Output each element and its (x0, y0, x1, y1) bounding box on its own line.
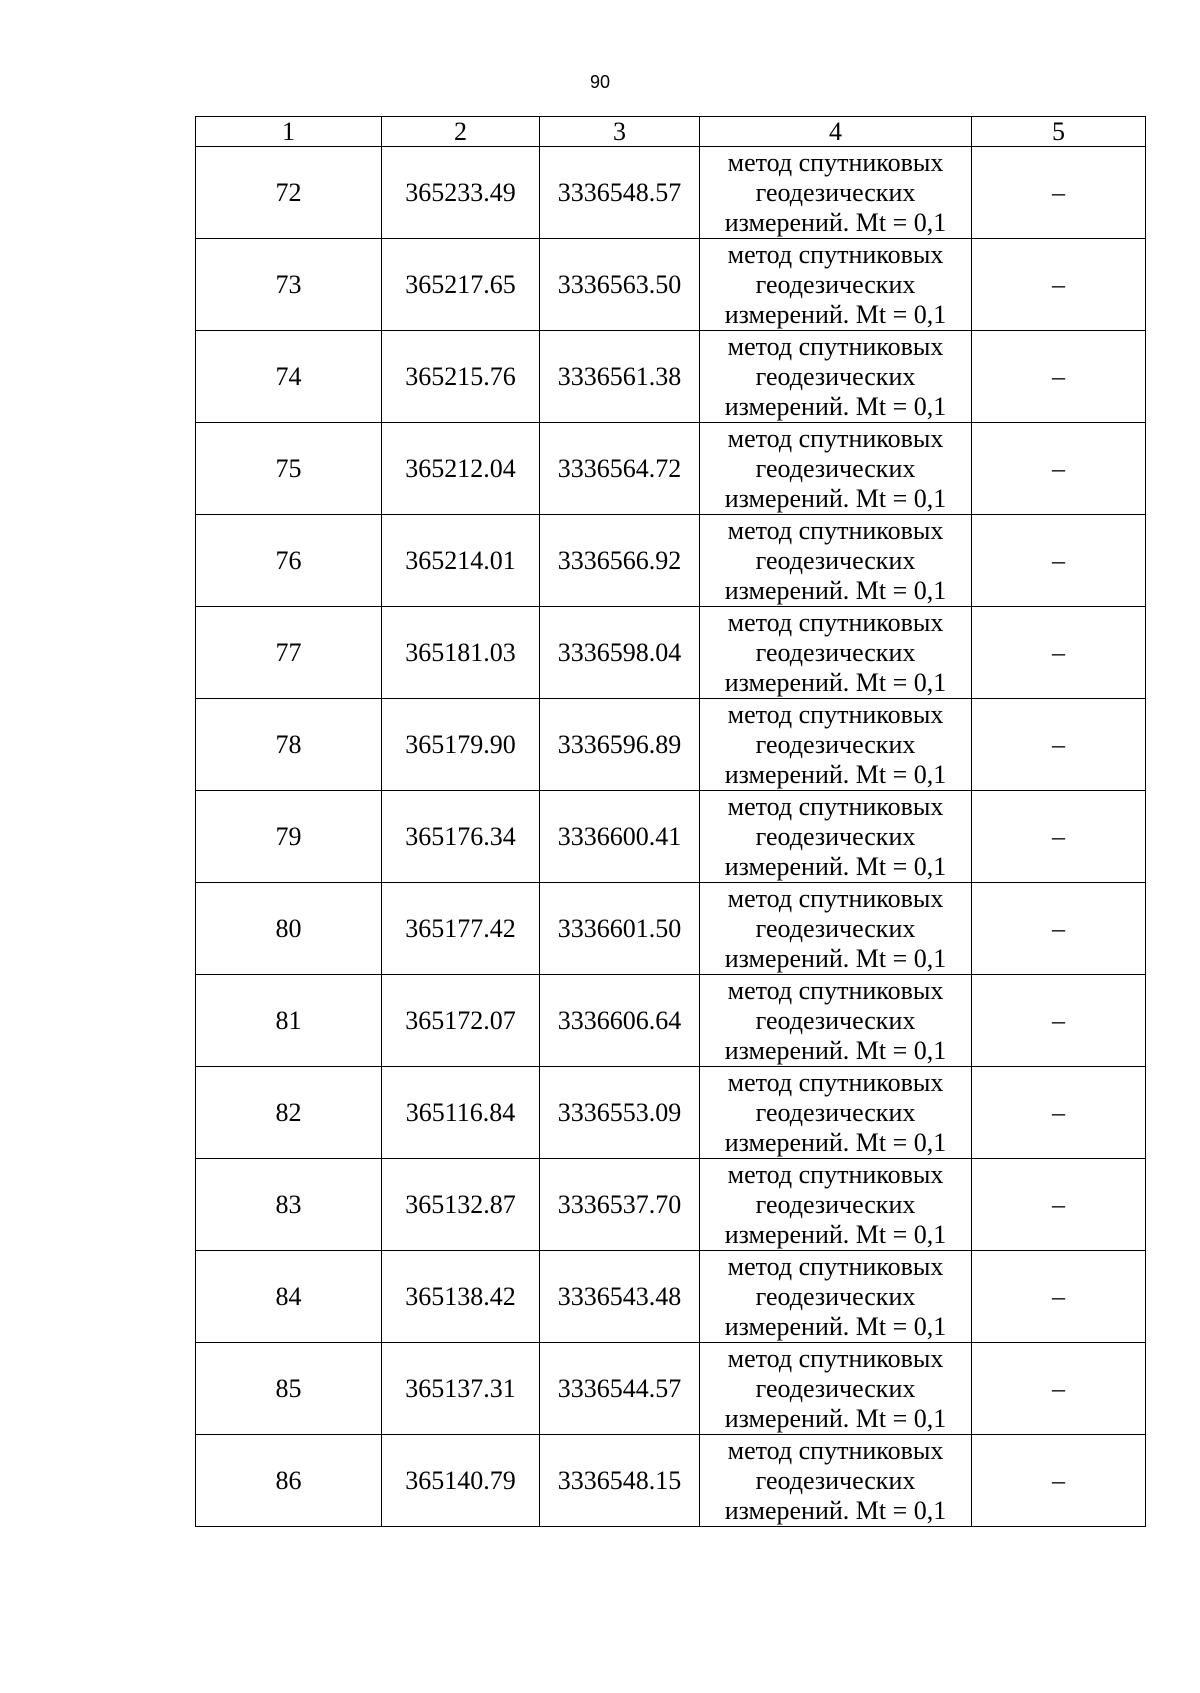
coordinates-table (195, 116, 1146, 1527)
method-line: метод спутниковых (727, 239, 944, 269)
method-cell (700, 239, 972, 331)
method-line: измерений. Mt = 0,1 (724, 1035, 947, 1065)
method-line: метод спутниковых (727, 147, 944, 177)
y-coordinate-cell: 3336564.72 (540, 423, 700, 515)
method-line: измерений. Mt = 0,1 (724, 1311, 947, 1341)
method-line: геодезических (755, 1005, 916, 1035)
note-cell: – (972, 1067, 1146, 1159)
table-row (196, 331, 1146, 423)
method-line: метод спутниковых (727, 883, 944, 913)
x-coordinate-cell: 365172.07 (382, 975, 540, 1067)
method-line: метод спутниковых (727, 1343, 944, 1373)
method-line: метод спутниковых (727, 607, 944, 637)
method-cell (700, 791, 972, 883)
method-line: метод спутниковых (727, 515, 944, 545)
method-cell (700, 147, 972, 239)
method-line: метод спутниковых (727, 975, 944, 1005)
table-row (196, 1251, 1146, 1343)
note-cell: – (972, 791, 1146, 883)
note-cell: – (972, 607, 1146, 699)
method-line: метод спутниковых (727, 331, 944, 361)
x-coordinate-cell: 365177.42 (382, 883, 540, 975)
method-line: геодезических (755, 545, 916, 575)
note-cell: – (972, 699, 1146, 791)
y-coordinate-cell: 3336544.57 (540, 1343, 700, 1435)
method-line: измерений. Mt = 0,1 (724, 851, 947, 881)
point-number-cell: 75 (196, 423, 382, 515)
y-coordinate-cell: 3336598.04 (540, 607, 700, 699)
table-row (196, 239, 1146, 331)
point-number-cell: 86 (196, 1435, 382, 1527)
method-cell (700, 975, 972, 1067)
y-coordinate-cell: 3336566.92 (540, 515, 700, 607)
y-coordinate-cell: 3336548.15 (540, 1435, 700, 1527)
method-line: измерений. Mt = 0,1 (724, 1403, 947, 1433)
method-line: измерений. Mt = 0,1 (724, 1127, 947, 1157)
method-line: измерений. Mt = 0,1 (724, 759, 947, 789)
note-cell: – (972, 423, 1146, 515)
x-coordinate-cell: 365233.49 (382, 147, 540, 239)
note-cell: – (972, 1251, 1146, 1343)
method-line: геодезических (755, 1097, 916, 1127)
table-row (196, 147, 1146, 239)
method-line: метод спутниковых (727, 1067, 944, 1097)
method-cell (700, 1435, 972, 1527)
point-number-cell: 78 (196, 699, 382, 791)
method-line: геодезических (755, 637, 916, 667)
point-number-cell: 74 (196, 331, 382, 423)
method-cell (700, 1067, 972, 1159)
table-body (196, 147, 1146, 1527)
method-line: геодезических (755, 913, 916, 943)
method-line: геодезических (755, 729, 916, 759)
x-coordinate-cell: 365176.34 (382, 791, 540, 883)
y-coordinate-cell: 3336600.41 (540, 791, 700, 883)
table-row (196, 699, 1146, 791)
method-line: геодезических (755, 361, 916, 391)
method-line: метод спутниковых (727, 791, 944, 821)
method-cell (700, 515, 972, 607)
point-number-cell: 73 (196, 239, 382, 331)
method-line: измерений. Mt = 0,1 (724, 575, 947, 605)
table-row (196, 1159, 1146, 1251)
method-line: геодезических (755, 1281, 916, 1311)
table-row (196, 791, 1146, 883)
x-coordinate-cell: 365181.03 (382, 607, 540, 699)
method-line: измерений. Mt = 0,1 (724, 1495, 947, 1525)
method-line: метод спутниковых (727, 1159, 944, 1189)
method-cell (700, 699, 972, 791)
method-cell (700, 1159, 972, 1251)
y-coordinate-cell: 3336563.50 (540, 239, 700, 331)
y-coordinate-cell: 3336553.09 (540, 1067, 700, 1159)
table-row (196, 1343, 1146, 1435)
y-coordinate-cell: 3336596.89 (540, 699, 700, 791)
x-coordinate-cell: 365217.65 (382, 239, 540, 331)
table-row (196, 1067, 1146, 1159)
method-line: геодезических (755, 1373, 916, 1403)
method-line: геодезических (755, 1465, 916, 1495)
point-number-cell: 82 (196, 1067, 382, 1159)
table-row (196, 883, 1146, 975)
y-coordinate-cell: 3336543.48 (540, 1251, 700, 1343)
column-header-4: 4 (700, 117, 972, 147)
method-line: метод спутниковых (727, 423, 944, 453)
method-line: измерений. Mt = 0,1 (724, 1219, 947, 1249)
method-line: геодезических (755, 453, 916, 483)
method-line: измерений. Mt = 0,1 (724, 391, 947, 421)
note-cell: – (972, 515, 1146, 607)
method-line: измерений. Mt = 0,1 (724, 943, 947, 973)
point-number-cell: 84 (196, 1251, 382, 1343)
table-row (196, 515, 1146, 607)
y-coordinate-cell: 3336561.38 (540, 331, 700, 423)
column-header-5: 5 (972, 117, 1146, 147)
method-line: геодезических (755, 821, 916, 851)
column-header-3: 3 (540, 117, 700, 147)
point-number-cell: 72 (196, 147, 382, 239)
note-cell: – (972, 239, 1146, 331)
method-cell (700, 423, 972, 515)
note-cell: – (972, 1159, 1146, 1251)
x-coordinate-cell: 365212.04 (382, 423, 540, 515)
x-coordinate-cell: 365137.31 (382, 1343, 540, 1435)
method-line: геодезических (755, 177, 916, 207)
y-coordinate-cell: 3336606.64 (540, 975, 700, 1067)
method-cell (700, 607, 972, 699)
column-header-2: 2 (382, 117, 540, 147)
note-cell: – (972, 975, 1146, 1067)
point-number-cell: 76 (196, 515, 382, 607)
table-row (196, 975, 1146, 1067)
note-cell: – (972, 883, 1146, 975)
method-line: геодезических (755, 1189, 916, 1219)
method-line: метод спутниковых (727, 1251, 944, 1281)
note-cell: – (972, 1435, 1146, 1527)
method-cell (700, 1251, 972, 1343)
method-line: метод спутниковых (727, 1435, 944, 1465)
point-number-cell: 80 (196, 883, 382, 975)
y-coordinate-cell: 3336548.57 (540, 147, 700, 239)
method-line: измерений. Mt = 0,1 (724, 483, 947, 513)
point-number-cell: 79 (196, 791, 382, 883)
method-cell (700, 883, 972, 975)
x-coordinate-cell: 365132.87 (382, 1159, 540, 1251)
x-coordinate-cell: 365140.79 (382, 1435, 540, 1527)
method-line: метод спутниковых (727, 699, 944, 729)
y-coordinate-cell: 3336601.50 (540, 883, 700, 975)
table-row (196, 1435, 1146, 1527)
method-line: измерений. Mt = 0,1 (724, 207, 947, 237)
method-line: измерений. Mt = 0,1 (724, 299, 947, 329)
method-line: геодезических (755, 269, 916, 299)
x-coordinate-cell: 365116.84 (382, 1067, 540, 1159)
note-cell: – (972, 147, 1146, 239)
table-header-row (196, 117, 1146, 147)
x-coordinate-cell: 365138.42 (382, 1251, 540, 1343)
point-number-cell: 81 (196, 975, 382, 1067)
column-header-1: 1 (196, 117, 382, 147)
method-cell (700, 331, 972, 423)
point-number-cell: 85 (196, 1343, 382, 1435)
note-cell: – (972, 331, 1146, 423)
note-cell: – (972, 1343, 1146, 1435)
point-number-cell: 83 (196, 1159, 382, 1251)
x-coordinate-cell: 365214.01 (382, 515, 540, 607)
method-cell (700, 1343, 972, 1435)
x-coordinate-cell: 365215.76 (382, 331, 540, 423)
x-coordinate-cell: 365179.90 (382, 699, 540, 791)
table-row (196, 423, 1146, 515)
y-coordinate-cell: 3336537.70 (540, 1159, 700, 1251)
page-number: 90 (589, 72, 611, 92)
table-row (196, 607, 1146, 699)
point-number-cell: 77 (196, 607, 382, 699)
method-line: измерений. Mt = 0,1 (724, 667, 947, 697)
